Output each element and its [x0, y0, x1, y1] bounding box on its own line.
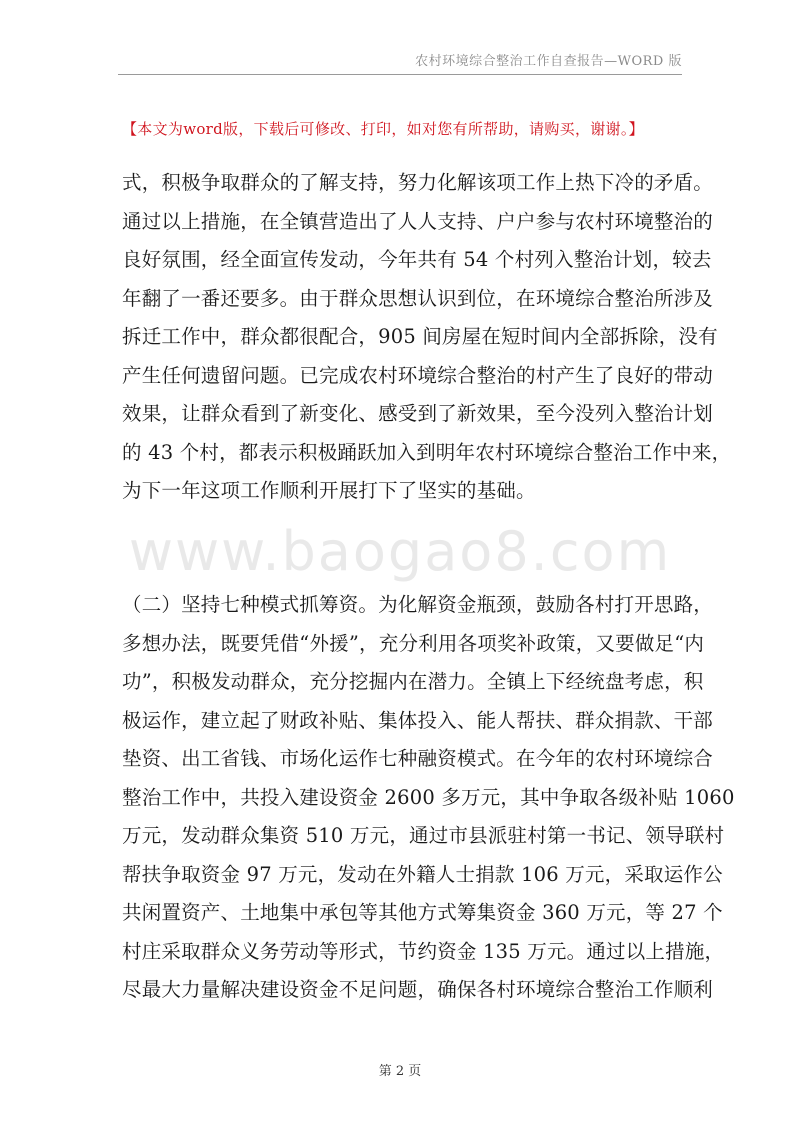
paragraph-line: 整治工作中，共投入建设资金 2600 多万元，其中争取各级补贴 1060: [122, 785, 735, 809]
paragraph-line: 多想办法，既要凭借“外援”，充分利用各项奖补政策，又要做足“内: [122, 631, 705, 655]
paragraph-line: 垫资、出工省钱、市场化运作七种融资模式。在今年的农村环境综合: [122, 747, 714, 770]
paragraph-line: 效果，让群众看到了新变化、感受到了新效果，至今没列入整治计划: [122, 402, 714, 425]
paragraph-line: 拆迁工作中，群众都很配合，905 间房屋在短时间内全部拆除，没有: [122, 325, 718, 348]
paragraph-line: 功”，积极发动群众，充分挖掘内在潜力。全镇上下经统盘考虑，积: [122, 670, 704, 693]
paragraph-line: 极运作，建立起了财政补贴、集体投入、能人帮扶、群众捐款、干部: [122, 708, 714, 732]
paragraph-line: 年翻了一番还要多。由于群众思想认识到位，在环境综合整治所涉及: [122, 286, 714, 310]
paragraph-line: 通过以上措施，在全镇营造出了人人支持、户户参与农村环境整治的: [122, 209, 714, 233]
body-paragraph-1: [122, 164, 732, 511]
paragraph-line: 的 43 个村，都表示积极踊跃加入到明年农村环境综合整治工作中来，: [122, 440, 732, 464]
paragraph-line: 帮扶争取资金 97 万元，发动在外籍人士捐款 106 万元，采取运作公: [122, 862, 723, 886]
body-paragraph-2: [122, 586, 735, 1010]
paragraph-line: 式，积极争取群众的了解支持，努力化解该项工作上热下冷的矛盾。: [122, 171, 714, 194]
running-header-title: 农村环境综合整治工作自查报告—WORD 版: [415, 54, 682, 69]
paragraph-line: （二）坚持七种模式抓筹资。为化解资金瓶颈，鼓励各村打开思路，: [122, 593, 714, 616]
paragraph-line: 为下一年这项工作顺利开展打下了坚实的基础。: [122, 479, 536, 502]
site-watermark: www.baogao8.com: [128, 520, 672, 583]
page-number: 第 2 页: [378, 1064, 422, 1079]
paragraph-line: 村庄采取群众义务劳动等形式，节约资金 135 万元。通过以上措施，: [122, 939, 725, 963]
header-divider: [118, 74, 682, 75]
paragraph-line: 万元，发动群众集资 510 万元，通过市县派驻村第一书记、领导联村: [122, 824, 725, 847]
download-notice: 【本文为word版，下载后可修改、打印，如对您有所帮助，请购买，谢谢。】: [122, 120, 644, 138]
paragraph-line: 产生任何遗留问题。已完成农村环境综合整治的村产生了良好的带动: [122, 363, 714, 387]
paragraph-line: 良好氛围，经全面宣传发动，今年共有 54 个村列入整治计划，较去: [122, 248, 712, 271]
paragraph-line: 共闲置资产、土地集中承包等其他方式筹集资金 360 万元，等 27 个: [122, 901, 723, 924]
paragraph-line: 尽最大力量解决建设资金不足问题，确保各村环境综合整治工作顺利: [122, 978, 714, 1001]
